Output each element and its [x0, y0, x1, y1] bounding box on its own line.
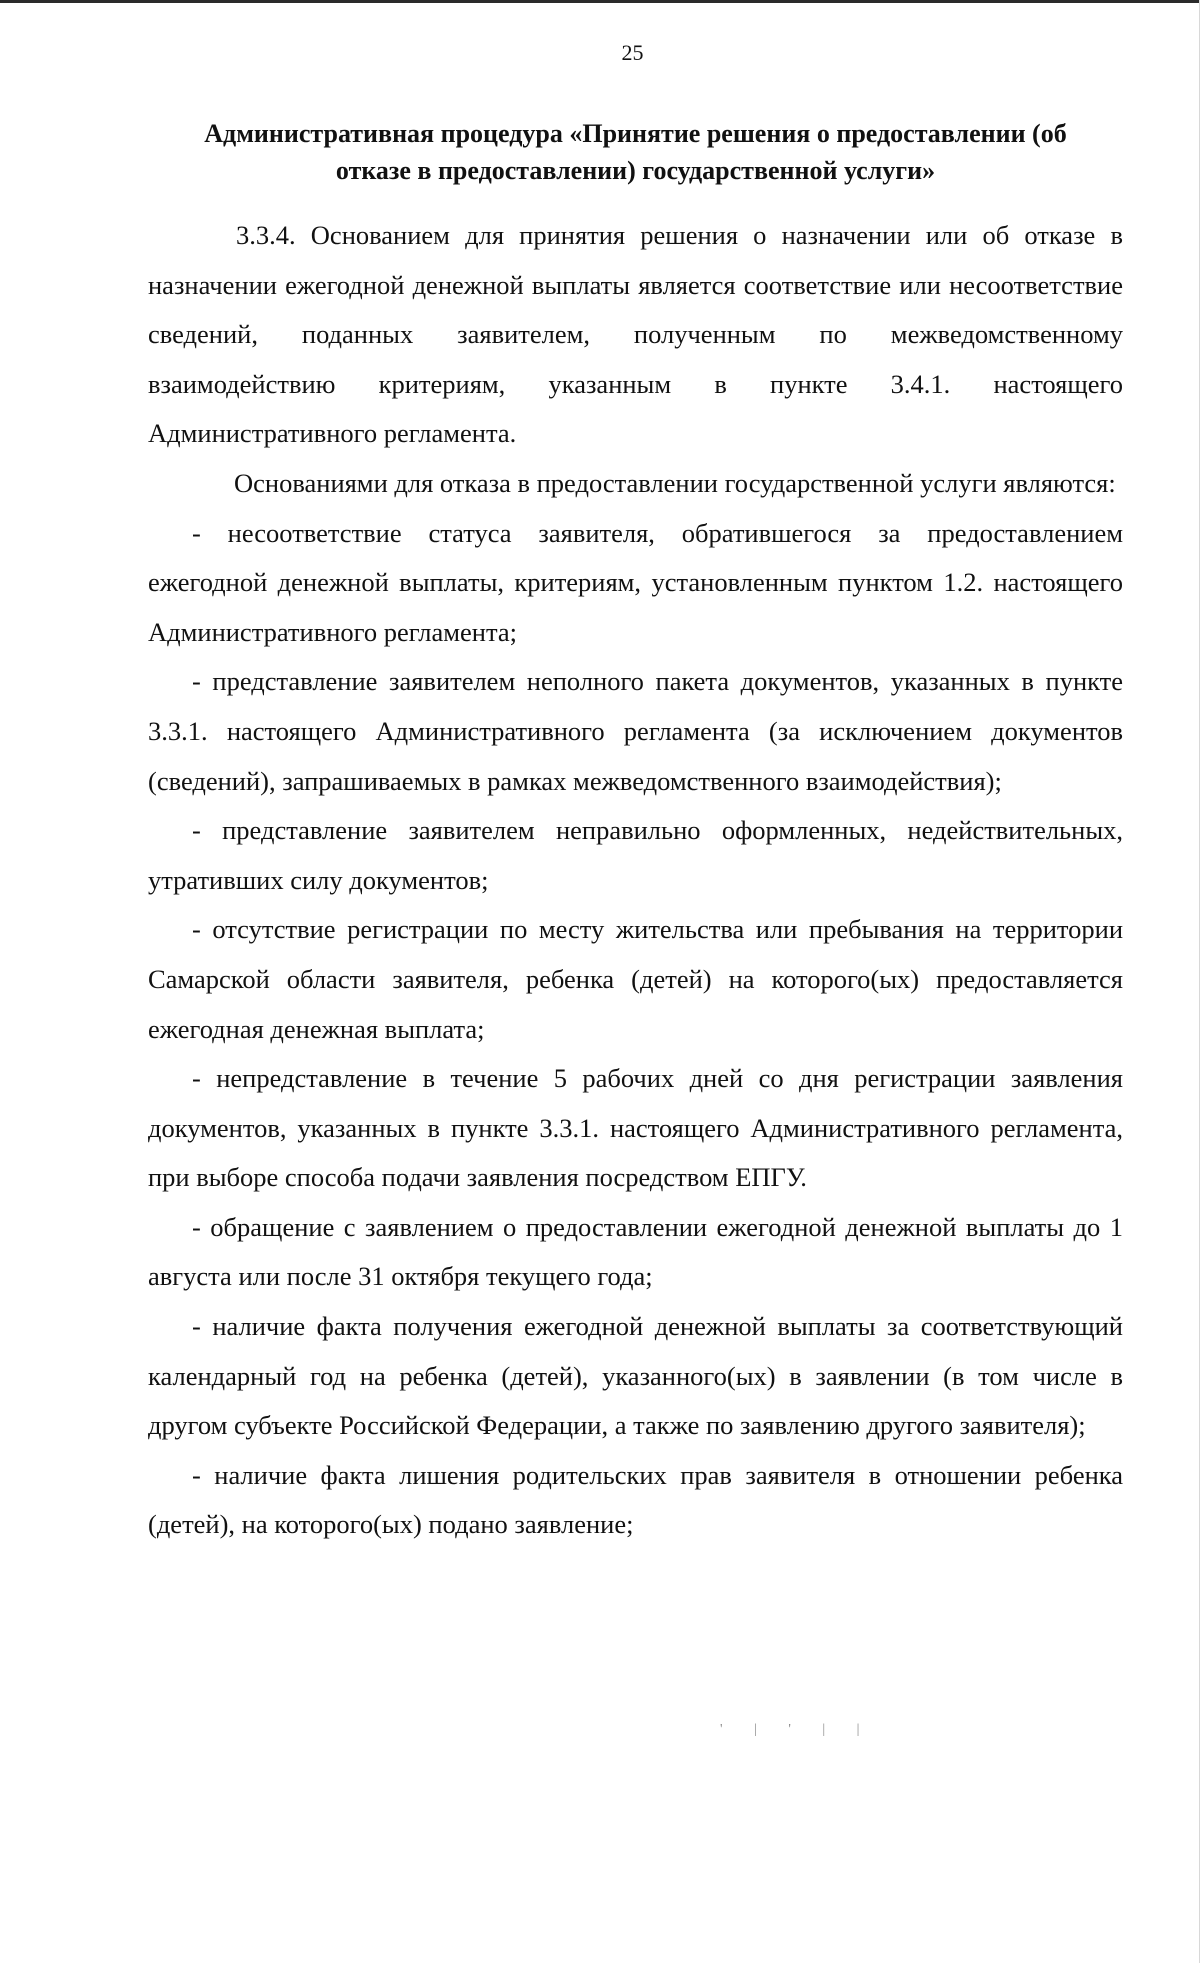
- list-item-documents-not-submitted: - непредставление в течение 5 рабочих дней со дня регистрации заявления документов, указанных в пункте 3.3.1. настоящего Административного регламента, при выборе способа подачи заявления посредством ЕПГУ.: [148, 1063, 1123, 1193]
- list-item-invalid-documents: - представление заявителем неправильно оформленных, недействительных, утративших силу документов;: [148, 815, 1123, 895]
- list-item-payment-already-received: - наличие факта получения ежегодной денежной выплаты за соответствующий календарный год на ребенка (детей), указанного(ых) в заявлении (в том числе в другом субъекте Российской Федерации, а также по заявлению другого заявителя);: [148, 1311, 1123, 1441]
- scan-edge-top: [0, 0, 1200, 3]
- page-number: 25: [621, 40, 644, 65]
- list-item-incomplete-package: - представление заявителем неполного пакета документов, указанных в пункте 3.3.1. настоящего Административного регламента (за исключением документов (сведений), запрашиваемых в рамках межведомственного взаимодействия);: [148, 666, 1123, 796]
- paragraph-basis: 3.3.4. Основанием для принятия решения о назначении или об отказе в назначении ежегодной денежной выплаты является соответствие или несоответствие сведений, поданных заявителем, полученным по межведомственному взаимодействию критериям, указанным в пункте 3.4.1. настоящего Административного регламента.: [148, 220, 1123, 449]
- body-text: [148, 211, 1123, 1550]
- list-item-no-registration: - отсутствие регистрации по месту жительства или пребывания на территории Самарской области заявителя, ребенка (детей) на которого(ых) предоставляется ежегодная денежная выплата;: [148, 914, 1123, 1044]
- scan-noise-marks: ' | ' | |: [720, 1722, 874, 1737]
- list-item-application-timing: - обращение с заявлением о предоставлении ежегодной денежной выплаты до 1 августа или после 31 октября текущего года;: [148, 1211, 1123, 1292]
- list-item-parental-rights: - наличие факта лишения родительских прав заявителя в отношении ребенка (детей), на которого(ых) подано заявление;: [148, 1459, 1123, 1540]
- section-heading-line-2: отказе в предоставлении) государственной услуги»: [335, 156, 936, 185]
- section-heading: [148, 115, 1123, 189]
- list-item-status-mismatch: - несоответствие статуса заявителя, обратившегося за предоставлением ежегодной денежной выплаты, критериям, установленным пунктом 1.2. настоящего Административного регламента;: [148, 517, 1123, 647]
- section-heading-line-1: Административная процедура «Принятие решения о предоставлении (об: [204, 119, 1067, 148]
- paragraph-refusal-grounds: Основаниями для отказа в предоставлении государственной услуги являются:: [234, 467, 1116, 498]
